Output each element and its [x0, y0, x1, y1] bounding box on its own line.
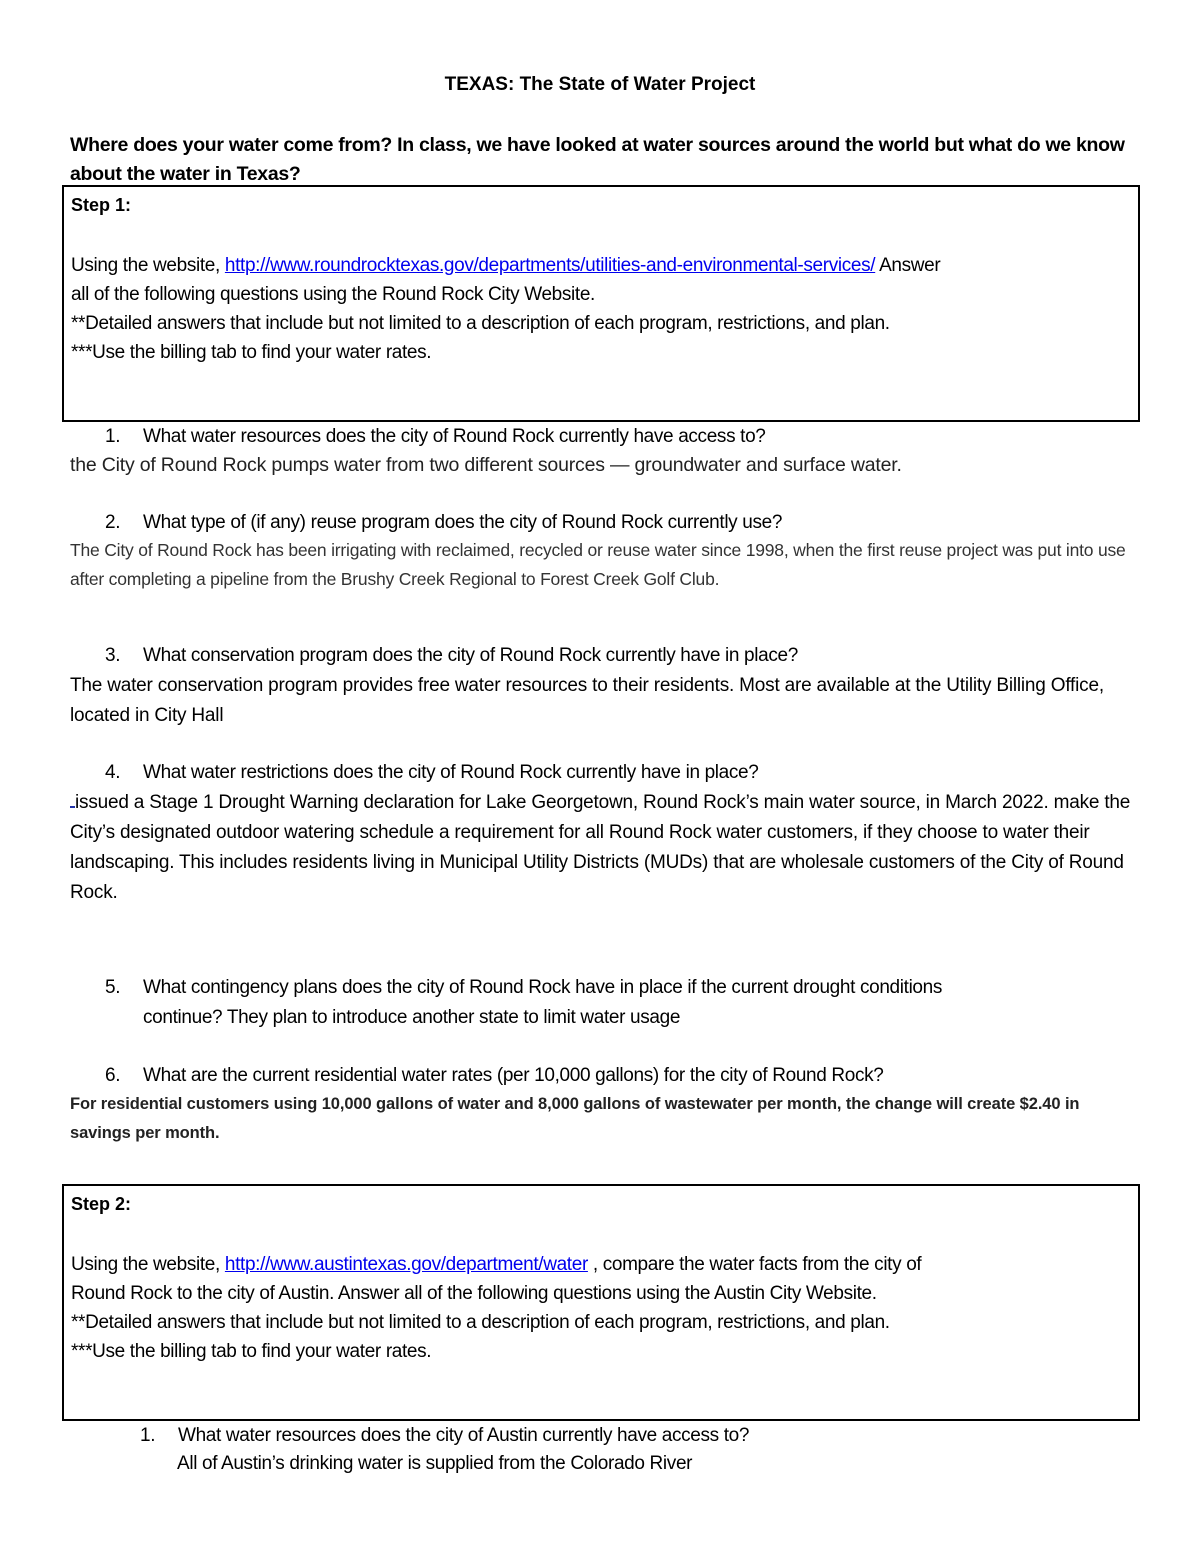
- step1-box: [62, 185, 1140, 422]
- step1-instructions: [71, 251, 1133, 367]
- step1-line1-prefix: Using the website,: [71, 255, 225, 276]
- question-text: What conservation program does the city of Round Rock currently have in place?: [143, 645, 798, 666]
- step2-line1-suffix: , compare the water facts from the city of: [587, 1254, 922, 1275]
- question-number: 1.: [140, 1425, 156, 1446]
- question-text: What are the current residential water rates (per 10,000 gallons) for the city of Round Rock?: [143, 1065, 884, 1086]
- rr-question-2: [105, 512, 782, 534]
- question-text: What contingency plans does the city of Round Rock have in place if the current drought conditions: [143, 977, 943, 998]
- document-title: TEXAS: The State of Water Project: [444, 74, 756, 95]
- rr-question-1: [105, 426, 766, 448]
- question-number: 2.: [105, 512, 121, 533]
- step1-heading: Step 1:: [71, 195, 132, 215]
- intro-text: Where does your water come from? In class, we have looked at water sources around the world but what do we know about the water in Texas?: [70, 134, 1125, 185]
- rr-question-5: [105, 977, 942, 999]
- step2-line1: [71, 1250, 1133, 1279]
- question-text: What water restrictions does the city of Round Rock currently have in place?: [143, 762, 759, 783]
- step1-line1: [71, 251, 1133, 280]
- rr-question-5-continued: continue? They plan to introduce another state to limit water usage: [143, 1007, 681, 1028]
- question-text: What type of (if any) reuse program does the city of Round Rock currently use?: [143, 512, 783, 533]
- roundrock-website-link[interactable]: http://www.roundrocktexas.gov/departments/utilities-and-environmental-services/: [224, 255, 876, 276]
- question-number: 5.: [105, 977, 121, 998]
- step1-line1-suffix: Answer: [875, 255, 941, 276]
- step2-instructions: [71, 1250, 1133, 1366]
- step2-box: [62, 1184, 1140, 1421]
- step2-line2: Round Rock to the city of Austin. Answer all of the following questions using the Austin City Website.: [71, 1283, 877, 1304]
- austin-answer-1: All of Austin’s drinking water is supplied from the Colorado River: [177, 1453, 693, 1474]
- step2-line1-prefix: Using the website,: [71, 1254, 225, 1275]
- step1-line4: ***Use the billing tab to find your water rates.: [71, 342, 432, 363]
- step2-line3: **Detailed answers that include but not limited to a description of each program, restrictions, and plan.: [71, 1312, 890, 1333]
- question-text: What water resources does the city of Austin currently have access to?: [178, 1425, 750, 1446]
- question-number: 3.: [105, 645, 121, 666]
- step2-heading: Step 2:: [71, 1194, 132, 1214]
- step1-line3: **Detailed answers that include but not limited to a description of each program, restrictions, and plan.: [71, 313, 890, 334]
- question-number: 4.: [105, 762, 121, 783]
- austin-website-link[interactable]: http://www.austintexas.gov/department/water: [224, 1254, 588, 1275]
- rr-answer-3: The water conservation program provides free water resources to their residents. Most are available at the Utility Billing Office, located in City Hall: [70, 675, 1104, 726]
- question-number: 6.: [105, 1065, 121, 1086]
- rr-answer-1: the City of Round Rock pumps water from two different sources — groundwater and surface water.: [70, 454, 902, 476]
- rr-answer-4: [70, 788, 1140, 908]
- rr-question-6: [105, 1065, 884, 1087]
- question-number: 1.: [105, 426, 121, 447]
- answer-text: issued a Stage 1 Drought Warning declaration for Lake Georgetown, Round Rock’s main water source, in March 2022. make the City’s designated outdoor watering schedule a requirement for all Round Rock water customers, if they choose to water their landscaping. This includes residents living in Municipal Utility Districts (MUDs) that are wholesale customers of the City of Round Rock.: [70, 792, 1131, 903]
- step1-line2: all of the following questions using the Round Rock City Website.: [71, 284, 595, 305]
- rr-question-4: [105, 762, 758, 784]
- rr-answer-6: For residential customers using 10,000 gallons of water and 8,000 gallons of wastewater per month, the change will create $2.40 in savings per month.: [70, 1095, 1080, 1142]
- austin-question-1: [140, 1425, 749, 1447]
- rr-question-3: [105, 645, 798, 667]
- rr-answer-2: The City of Round Rock has been irrigating with reclaimed, recycled or reuse water since 1998, when the first reuse project was put into use after completing a pipeline from the Brushy Creek Regional to Forest Creek Golf Club.: [70, 540, 1126, 589]
- step2-line4: ***Use the billing tab to find your water rates.: [71, 1341, 432, 1362]
- question-text: What water resources does the city of Round Rock currently have access to?: [143, 426, 766, 447]
